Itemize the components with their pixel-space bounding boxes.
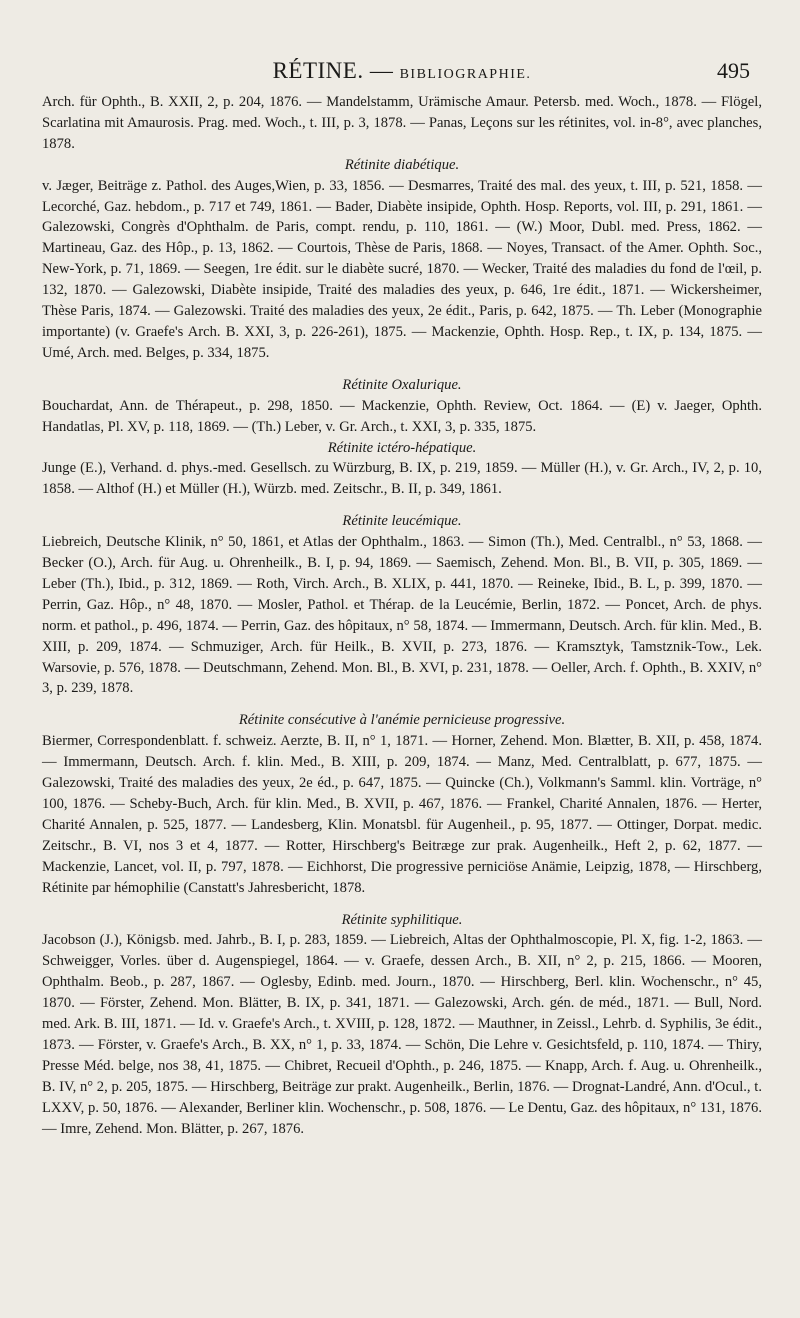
section-1-heading: Rétinite diabétique. [344, 156, 460, 173]
page-number: 495 [717, 58, 750, 83]
running-title-subtitle: BIBLIOGRAPHIE. [399, 67, 532, 82]
running-title [42, 58, 762, 84]
section-6-heading: Rétinite syphilitique. [341, 911, 463, 928]
section-1-text: v. Jæger, Beiträge z. Pathol. des Auges,Wien, p. 33, 1856. — Desmarres, Traité des mal. des yeux, t. III, p. 521, 1858. — Lecorché, Gaz. hebdom., p. 717 et 749, 1861. — Bader, Diabète insipide, Ophth. Hosp. Reports, vol. III, p. 291, 1861. — Galezowski, Congrès d'Ophthalm. de Paris, compt. rendu, p. 110, 1861. — (W.) Moor, Dubl. med. Press, 1862. — Martineau, Gaz. des Hôp., p. 13, 1862. — Courtois, Thèse de Paris, 1868. — Noyes, Transact. of the Amer. Ophth. Soc., New-York, p. 71, 1869. — Seegen, 1re édit. sur le diabète sucré, 1870. — Wecker, Traité des maladies du fond de l'œil, p. 132, 1870. — Galezowski, Diabète insipide, Traité des maladies des yeux, p. 646, 1re édit., 1871. — Wickersheimer, Thèse Paris, 1874. — Galezowski. Traité des maladies des yeux, 2e édit., Paris, p. 642, 1875. — Th. Leber (Monographie importante) (v. Graefe's Arch. B. XXI, 3, p. 226-261), 1875. — Mackenzie, Ophth. Hosp. Rep., t. IX, p. 134, 1875. — Umé, Arch. med. Belges, p. 334, 1875. [42, 177, 762, 361]
section-3-heading: Rétinite ictéro-hépatique. [327, 439, 477, 456]
section-3-text: Junge (E.), Verhand. d. phys.-med. Gesellsch. zu Würzburg, B. IX, p. 219, 1859. — Müller (H.), v. Gr. Arch., IV, 2, p. 10, 1858. — Althof (H.) et Müller (H.), Würzb. med. Zeitschr., B. II, p. 349, 1861. [42, 460, 762, 498]
page-header [42, 52, 762, 92]
section-5-heading: Rétinite consécutive à l'anémie pernicieuse progressive. [238, 712, 566, 729]
running-title-main: RÉTINE. [272, 58, 364, 83]
section-0-text: Arch. für Ophth., B. XXII, 2, p. 204, 1876. — Mandelstamm, Urämische Amaur. Petersb. med. Woch., 1878. — Flögel, Scarlatina mit Amaurosis. Prag. med. Woch., t. III, p. 3, 1878. — Panas, Leçons sur les rétinites, vol. in-8°, avec planches, 1878. [42, 94, 762, 152]
section-2-text: Bouchardat, Ann. de Thérapeut., p. 298, 1850. — Mackenzie, Ophth. Review, Oct. 1864. — (E) v. Jaeger, Ophth. Handatlas, Pl. XV, p. 118, 1869. — (Th.) Leber, v. Gr. Arch., t. XXI, 3, p. 335, 1875. [42, 397, 762, 435]
section-2-heading: Rétinite Oxalurique. [342, 376, 462, 393]
running-title-separator: — [369, 58, 394, 83]
section-6-text: Jacobson (J.), Königsb. med. Jahrb., B. I, p. 283, 1859. — Liebreich, Altas der Ophthalmoscopie, Pl. X, fig. 1-2, 1863. — Schweigger, Vorles. über d. Augenspiegel, 1864. — v. Graefe, dessen Arch., B. XII, n° 2, p. 215, 1866. — Mooren, Ophthalm. Beob., p. 287, 1867. — Oglesby, Edinb. med. Journ., 1870. — Hirschberg, Berl. klin. Wochenschr., n° 45, 1870. — Förster, Zehend. Mon. Blätter, B. IX, p. 341, 1871. — Galezowski, Arch. gén. de méd., 1871. — Bull, Nord. med. Ark. B. III, 1871. — Id. v. Graefe's Arch., t. XVIII, p. 128, 1872. — Mauthner, in Zeissl., Lehrb. d. Syphilis, 3e édit., 1873. — Förster, v. Graefe's Arch., B. XX, n° 1, p. 33, 1874. — Schön, Die Lehre v. Gesichtsfeld, p. 110, 1874. — Thiry, Presse Méd. belge, nos 38, 41, 1875. — Chibret, Recueil d'Ophth., p. 246, 1875. — Knapp, Arch. f. Aug. u. Ohrenheilk., B. IV, n° 2, p. 205, 1875. — Hirschberg, Beiträge zur prakt. Augenheilk., Berlin, 1876. — Drognat-Landré, Ann. d'Ocul., t. LXXV, p. 50, 1876. — Alexander, Berliner klin. Wochenschr., p. 508, 1876. — Le Dentu, Gaz. des hôpitaux, n° 131, 1876. — Imre, Zehend. Mon. Blätter, p. 267, 1876. [42, 932, 762, 1137]
section-4-text: Liebreich, Deutsche Klinik, n° 50, 1861, et Atlas der Ophthalm., 1863. — Simon (Th.), Med. Centralbl., n° 53, 1868. — Becker (O.), Arch. für Aug. u. Ohrenheilk., B. I, p. 94, 1869. — Saemisch, Zehend. Mon. Bl., B. VII, p. 305, 1869. — Leber (Th.), Ibid., p. 312, 1869. — Roth, Virch. Arch., B. XLIX, p. 441, 1870. — Reineke, Ibid., B. L, p. 399, 1870. — Perrin, Gaz. Hôp., n° 48, 1870. — Mosler, Pathol. et Thérap. de la Leucémie, Berlin, 1872. — Poncet, Arch. de phys. norm. et pathol., p. 496, 1874. — Perrin, Gaz. des hôpitaux, n° 58, 1874. — Immermann, Deutsch. Arch. für klin. Med., B. XIII, p. 209, 1874. — Schmuziger, Arch. für Heilk., B. XVII, p. 273, 1876. — Kramsztyk, Tamstznik-Tow., Lek. Warsovie, p. 576, 1878. — Deutschmann, Zehend. Mon. Bl., B. XVI, p. 231, 1878. — Oeller, Arch. f. Ophth., B. XXIV, n° 3, p. 239, 1878. [42, 534, 762, 697]
bibliography-body [42, 92, 762, 1140]
section-4-heading: Rétinite leucémique. [342, 513, 462, 530]
section-5-text: Biermer, Correspondenblatt. f. schweiz. Aerzte, B. II, n° 1, 1871. — Horner, Zehend. Mon. Blætter, B. XII, p. 458, 1874. — Immermann, Deutsch. Arch. f. klin. Med., B. XIII, p. 209, 1874. — Manz, Med. Centralblatt, p. 677, 1875. — Galezowski, Traité des maladies des yeux, 2e éd., p. 647, 1875. — Quincke (Ch.), Volkmann's Samml. klin. Vorträge, n° 100, 1876. — Scheby-Buch, Arch. für klin. Med., B. XVII, p. 467, 1876. — Frankel, Charité Annalen, 1876. — Herter, Charité Annalen, p. 525, 1877. — Landesberg, Klin. Monatsbl. für Augenheil., p. 95, 1877. — Ottinger, Dorpat. medic. Zeitschr., B. VI, nos 3 et 4, 1877. — Rotter, Hirschberg's Beitræge zur prak. Augenheilk., Heft 2, p. 62, 1877. — Mackenzie, Lancet, vol. II, p. 797, 1878. — Eichhorst, Die progressive perniciöse Anämie, Leipzig, 1878, — Hirschberg, Rétinite par hémophilie (Canstatt's Jahresbericht, 1878. [42, 733, 762, 896]
